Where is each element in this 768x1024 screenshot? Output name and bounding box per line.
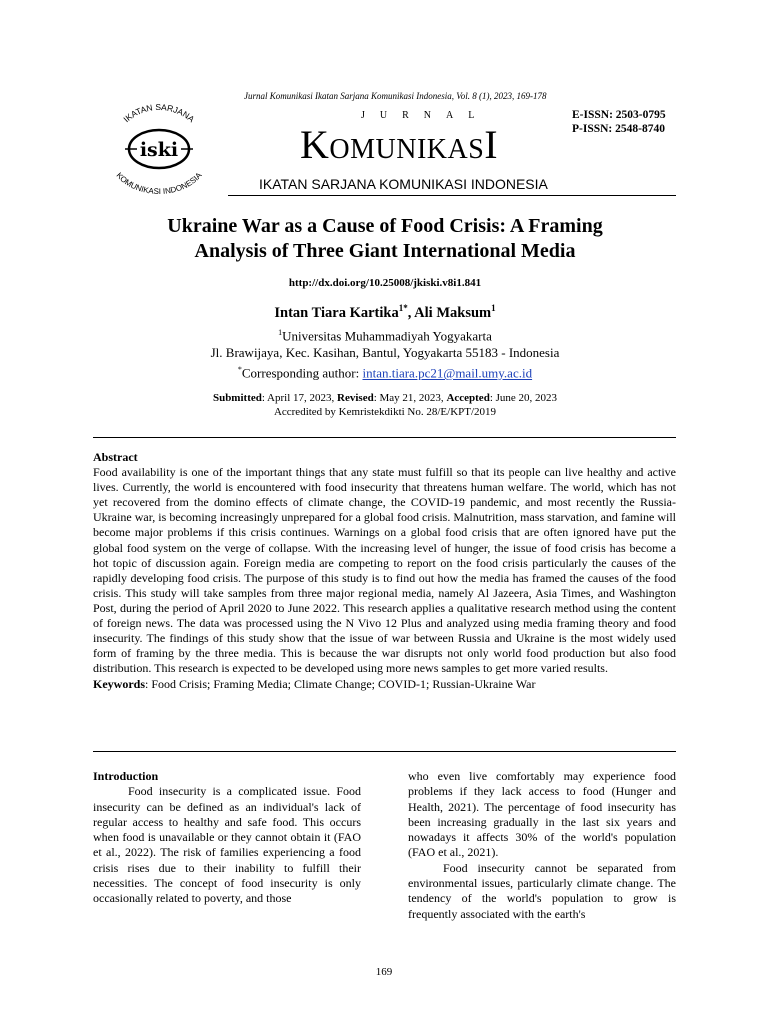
author-1-sup: 1* (398, 303, 408, 313)
logo-center-text: iski (139, 139, 179, 161)
eissn: E-ISSN: 2503-0795 (572, 109, 666, 121)
body-left-column (93, 769, 361, 907)
keywords-list: : Food Crisis; Framing Media; Climate Change; COVID-1; Russian-Ukraine War (145, 677, 536, 692)
author-1: Intan Tiara Kartika (274, 304, 399, 321)
abstract-top-divider (93, 437, 676, 438)
accepted-label: Accepted (446, 392, 490, 404)
accreditation: Accredited by Kemristekdikti No. 28/E/KPT/2019 (273, 406, 497, 418)
iski-logo (101, 98, 217, 196)
abstract-body: Food availability is one of the important things that any state must fulfill so that its people can live healthy and active lives. Currently, the world is encountered with food insecurity that threatens human welfare. The world, which has not yet recovered from the domino effects of climate change, the COVID-19 pandemic, and most recently the Russia-Ukraine war, is becoming increasingly unprepared for a global food crisis. Malnutrition, mass starvation, and famine will become major problems if this crisis continues. Warnings on a global food crisis that are often ignored have put the global food system on the verge of collapse. With the increasing level of hunger, the issue of food crisis has become a hot topic of discussion again. Foreign media are competing to report on the food crisis particularly the causes of the rapidly developing food crisis. The purpose of this study is to find out how the media has framed the causes of the food crisis. This study will take samples from three major regional media, namely Al Jazeera, Asia Times, and Washington Post, during the period of April 2020 to June 2022. This research applies a qualitative research method using the content of foreign news. The data was processed using the N Vivo 12 Plus and analyzed using media framing theory and food insecurity. The findings of this study show that the issue of war between Russia and Ukraine is the most widely used form of framing by the three media. This is because the war disrupts not only world food production but also food distribution. This research is expected to be developed using more news samples to get more varied results. (93, 465, 676, 676)
affil-sup: 1 (278, 328, 283, 337)
doi-link[interactable]: http://dx.doi.org/10.25008/jkiski.v8i1.841 (288, 277, 482, 289)
introduction-heading: Introduction (93, 769, 159, 783)
association-name: IKATAN SARJANA KOMUNIKASI INDONESIA (259, 176, 548, 192)
author-2: Ali Maksum (414, 304, 492, 321)
body-right-column (408, 769, 676, 922)
revised-label: Revised (337, 392, 374, 404)
author-line (90, 303, 680, 322)
affil-address: Jl. Brawijaya, Kec. Kasihan, Bantul, Yogyakarta 55183 - Indonesia (210, 345, 560, 361)
keywords-line (93, 677, 676, 692)
intro-paragraph-1: Food insecurity is a complicated issue. Food insecurity can be defined as an individual's lack of regular access to healthy and safe food. This occurs when food is unavailable or they cannot obtain it (FAO et al., 2022). The risk of families experiencing a food crisis rises due to their inability to fulfill their necessities. The concept of food insecurity is only occasionally related to poverty, and those (93, 784, 361, 906)
pissn: P-ISSN: 2548-8740 (572, 123, 665, 135)
abstract-bottom-divider (93, 751, 676, 752)
jurnal-word: JURNAL (361, 110, 490, 121)
affiliation-block (90, 324, 680, 382)
author-2-sup: 1 (491, 303, 496, 313)
accepted-value: : June 20, 2023 (489, 392, 558, 404)
abstract-heading: Abstract (93, 450, 138, 464)
affil-university: Universitas Muhammadiyah Yogyakarta (282, 328, 492, 344)
title-line-2: Analysis of Three Giant International Media (194, 240, 576, 262)
journal-citation-line: Jurnal Komunikasi Ikatan Sarjana Komunikasi Indonesia, Vol. 8 (1), 2023, 169-178 (244, 91, 547, 101)
page-number: 169 (375, 966, 393, 978)
keywords-label: Keywords (93, 677, 145, 692)
corresponding-email-link[interactable]: intan.tiara.pc21@mail.umy.ac.id (362, 365, 533, 381)
article-title (90, 214, 680, 264)
journal-title: KomunikasI (300, 122, 499, 167)
abstract-section (93, 450, 676, 693)
corr-sup: * (237, 365, 242, 375)
submitted-label: Submitted (212, 392, 262, 404)
corr-label: Corresponding author: (241, 365, 363, 381)
intro-paragraph-1-continued: who even live comfortably may experience food problems if they lack access to food (Hunger and Health, 2021). The percentage of food insecurity has been increasing gradually in the last six years and nowadays it affects 30% of the world's population (FAO et al., 2021). (408, 769, 676, 860)
logo-bottom-text: KOMUNIKASI INDONESIA (114, 170, 204, 196)
svg-text:KOMUNIKASI INDONESIA (114, 170, 204, 196)
article-dates (90, 391, 680, 419)
revised-value: : May 21, 2023, (373, 392, 447, 404)
intro-paragraph-2: Food insecurity cannot be separated from environmental issues, particularly climate change. The tendency of the world's population to grow is frequently associated with the earth's (408, 860, 676, 921)
header-divider (228, 195, 676, 196)
issn-block (572, 108, 666, 136)
logo-top-text: IKATAN SARJANA (121, 101, 197, 125)
svg-text:IKATAN SARJANA (121, 102, 196, 125)
title-line-1: Ukraine War as a Cause of Food Crisis: A Framing (167, 215, 603, 237)
submitted-value: : April 17, 2023, (261, 392, 338, 404)
author-separator: , (407, 304, 415, 321)
